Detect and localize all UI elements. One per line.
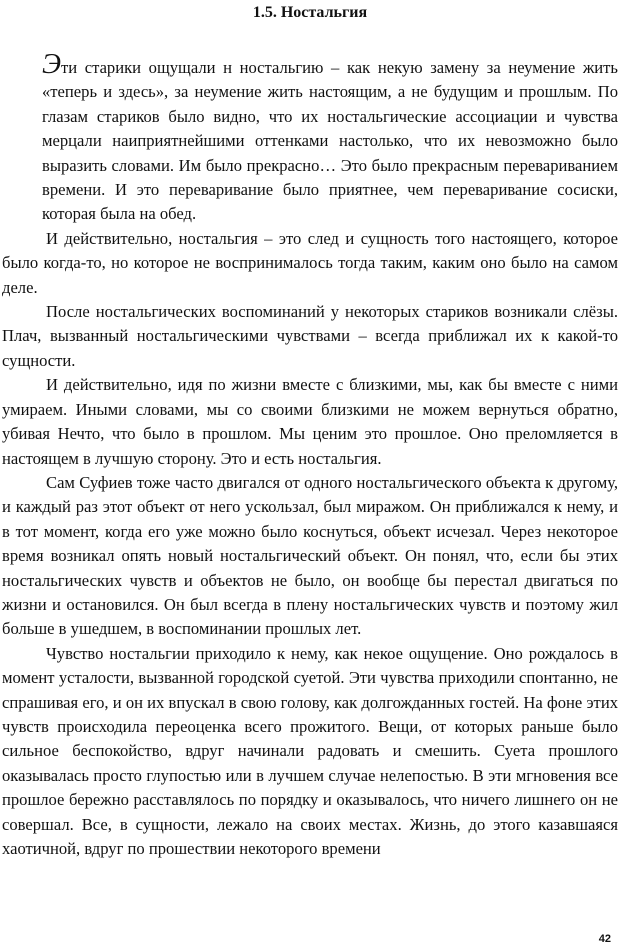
paragraph-1-text: ти старики ощущали н ностальгию – как некую замену за неумение жить «теперь и здесь», за неумение жить настоящим, а не будущим и прошлым. По глазам стариков было видно, что их ностальгические ассоциации и чувства мерцали наиприятнейшими оттенками настолько, что их невозможно было выразить словами. Им было прекрасно… Это было прекрасным перевариванием времени. И это переваривание было приятнее, чем переваривание сосиски, которая была на обед. (42, 58, 618, 224)
paragraph-2: И действительно, ностальгия – это след и сущность того настоящего, которое было когда-то, но которое не воспринималось тогда таким, каким оно было на самом деле. (2, 228, 618, 297)
drop-cap: Э (42, 48, 61, 80)
page-number: 42 (598, 933, 611, 945)
paragraph-5: Сам Суфиев тоже часто двигался от одного ностальгического объекта к другому, и каждый раз этот объект от него ускользал, был миражом. Он приближался к нему, и в тот момент, когда его уже можно было коснуться, объект исчезал. Через некоторое время возникал опять новый ностальгический объект. Он понял, что, если бы этих ностальгических чувств и объектов не было, он вообще бы перестал двигаться по жизни и остановился. Он был всегда в плену ностальгических чувств и поэтому жил больше в ушедшем, в воспоминании прошлых лет. (2, 472, 618, 639)
paragraph-1 (2, 48, 618, 227)
section-heading: 1.5. Ностальгия (252, 4, 368, 21)
paragraph-6: Чувство ностальгии приходило к нему, как некое ощущение. Оно рождалось в момент усталости, вызванной городской суетой. Эти чувства приходили спонтанно, не спрашивая его, и он их впускал в свою голову, как долгожданных гостей. На фоне этих чувств происходила переоценка всего прожитого. Вещи, от которых раньше было сильное беспокойство, вдруг начинали радовать и смешить. Суета прошлого оказывалась просто глупостью или в лучшем случае нелепостью. В эти мгновения все прошлое бережно расставлялось по порядку и оказывалось, что ничего лишнего он не совершал. Все, в сущности, лежало на своих местах. Жизнь, до этого казавшаяся хаотичной, вдруг по прошествии некоторого времени (2, 643, 618, 858)
body-text (2, 48, 618, 861)
paragraph-4: И действительно, идя по жизни вместе с близкими, мы, как бы вместе с ними умираем. Иными словами, мы со своими близкими не можем вернуться обратно, убивая Нечто, что было в прошлом. Мы ценим это прошлое. Оно преломляется в настоящем в лучшую сторону. Это и есть ностальгия. (2, 375, 618, 468)
paragraph-3: После ностальгических воспоминаний у некоторых стариков возникали слёзы. Плач, вызванный ностальгическими чувствами – всегда приближал их к какой-то сущности. (2, 302, 618, 370)
